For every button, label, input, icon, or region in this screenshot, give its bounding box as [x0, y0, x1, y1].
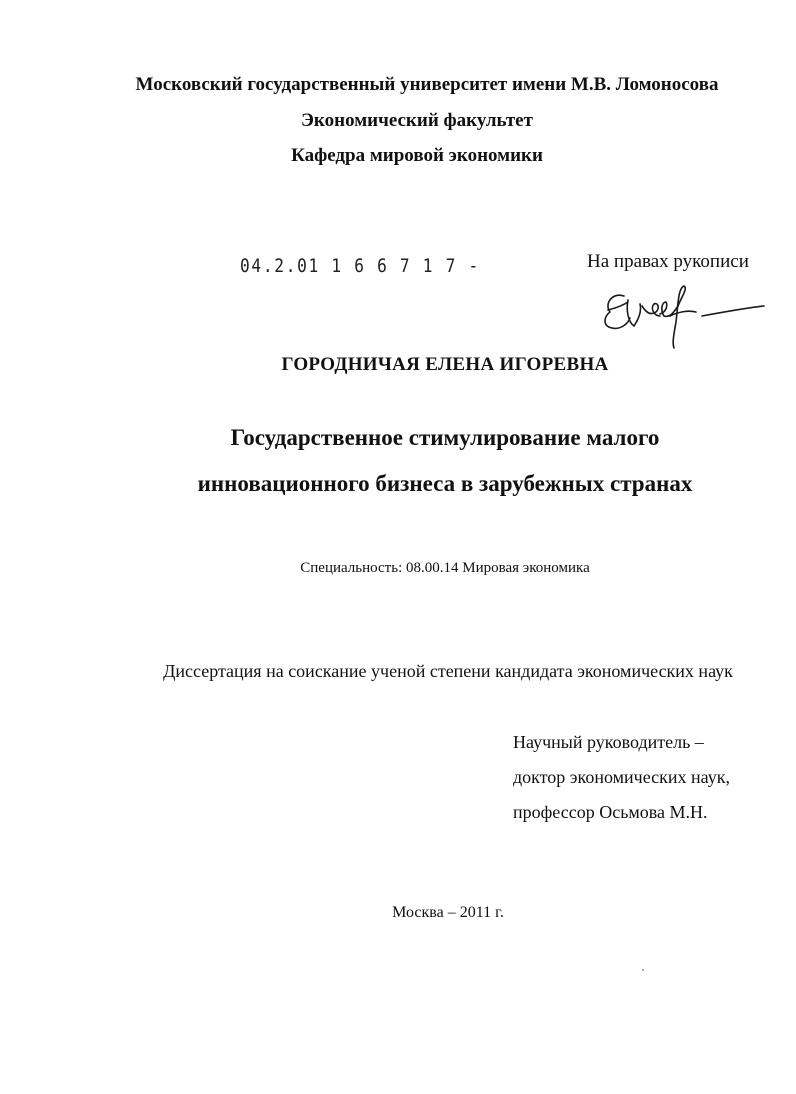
- degree-statement: Диссертация на соискание ученой степени кандидата экономических наук: [163, 661, 733, 681]
- dissertation-title-line-1: Государственное стимулирование малого: [230, 425, 660, 450]
- scan-speck: [642, 969, 644, 971]
- faculty-name: Экономический факультет: [301, 110, 533, 131]
- specialty-line: Специальность: 08.00.14 Мировая экономика: [300, 560, 590, 576]
- supervisor-name: профессор Осьмова М.Н.: [513, 802, 708, 822]
- handwritten-signature: [598, 282, 768, 352]
- author-name: ГОРОДНИЧАЯ ЕЛЕНА ИГОРЕВНА: [281, 354, 609, 375]
- department-name: Кафедра мировой экономики: [291, 145, 543, 166]
- supervisor-role: Научный руководитель –: [513, 732, 704, 752]
- catalog-stamp-number: 04.2.01 1 6 6 7 1 7 -: [240, 255, 480, 277]
- city-year: Москва – 2011 г.: [392, 904, 504, 921]
- supervisor-degree: доктор экономических наук,: [513, 767, 730, 787]
- dissertation-title-line-2: инновационного бизнеса в зарубежных странах: [197, 471, 693, 496]
- manuscript-rights-note: На правах рукописи: [587, 251, 749, 272]
- university-name: Московский государственный университет имени М.В. Ломоносова: [135, 74, 719, 95]
